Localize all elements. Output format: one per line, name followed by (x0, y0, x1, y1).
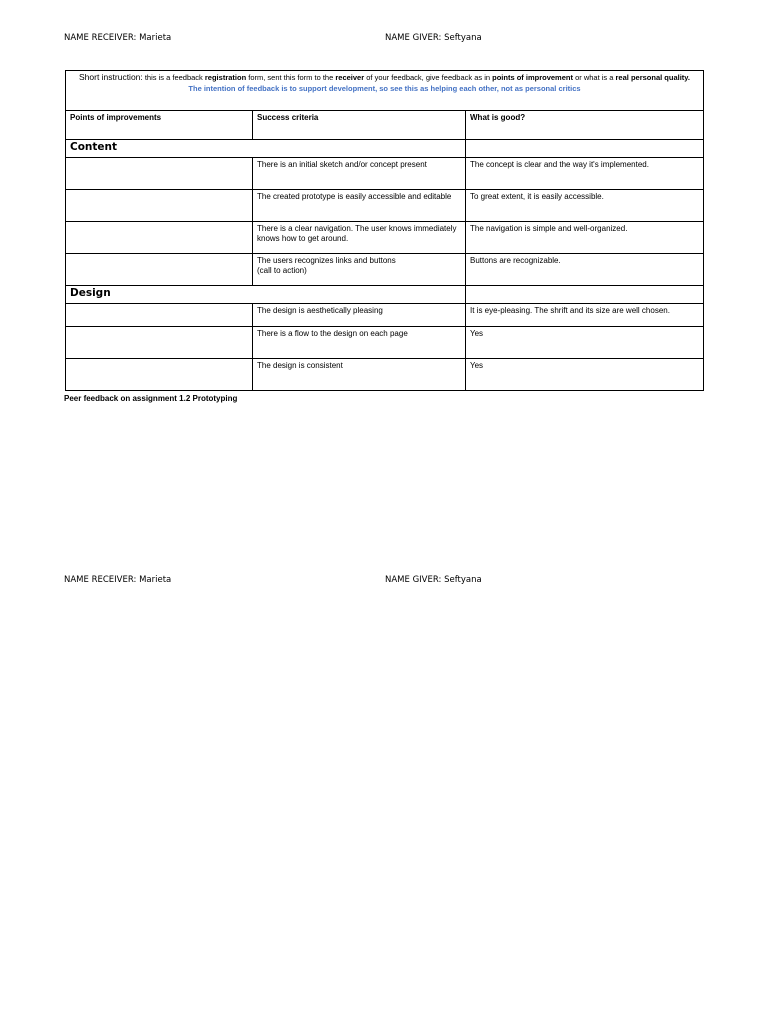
points-cell[interactable] (66, 190, 253, 222)
good-cell[interactable]: It is eye-pleasing. The shrift and its size are well chosen. (466, 304, 704, 327)
instruction-bold: real personal quality. (615, 73, 690, 82)
instruction-note: The intention of feedback is to support development, so see this as helping each other, not as personal critics (188, 84, 581, 93)
section-row-content (66, 140, 704, 158)
instruction-text (143, 73, 690, 82)
instruction-row (66, 71, 704, 111)
instruction-part: this is a feedback (142, 73, 205, 82)
column-header-points: Points of improvements (66, 111, 253, 140)
points-cell[interactable] (66, 254, 253, 286)
good-cell[interactable]: The navigation is simple and well-organized. (466, 222, 704, 254)
table-row (66, 359, 704, 391)
good-cell[interactable]: Yes (466, 327, 704, 359)
giver-name: NAME GIVER: Seftyana (385, 575, 482, 585)
table-row (66, 254, 704, 286)
section-title-design: Design (70, 287, 111, 299)
section-empty-cell (466, 140, 704, 158)
giver-name: NAME GIVER: Seftyana (385, 33, 482, 43)
criteria-cell: There is an initial sketch and/or concept present (253, 158, 466, 190)
section-row-design (66, 286, 704, 304)
instruction-lead: Short instruction: (78, 72, 143, 82)
section-title-cell (66, 286, 466, 304)
table-row (66, 190, 704, 222)
table-row (66, 158, 704, 190)
points-cell[interactable] (66, 359, 253, 391)
section-title-content: Content (70, 141, 118, 153)
criteria-line: The users recognizes links and buttons (257, 256, 396, 265)
criteria-cell: The created prototype is easily accessible and editable (253, 190, 466, 222)
table-row (66, 222, 704, 254)
points-cell[interactable] (66, 327, 253, 359)
column-header-criteria: Success criteria (253, 111, 466, 140)
section-title-cell (66, 140, 466, 158)
good-cell[interactable]: Buttons are recognizable. (466, 254, 704, 286)
points-cell[interactable] (66, 222, 253, 254)
criteria-cell: There is a flow to the design on each page (253, 327, 466, 359)
document-caption: Peer feedback on assignment 1.2 Prototyping (64, 394, 238, 403)
instruction-cell (66, 71, 704, 111)
points-cell[interactable] (66, 158, 253, 190)
column-header-good: What is good? (466, 111, 704, 140)
table-row (66, 327, 704, 359)
criteria-cell: The design is consistent (253, 359, 466, 391)
criteria-cell (253, 254, 466, 286)
instruction-part: of your feedback, give feedback as in (364, 73, 493, 82)
column-header-row (66, 111, 704, 140)
criteria-cell: The design is aesthetically pleasing (253, 304, 466, 327)
instruction-part: or what is a (572, 73, 616, 82)
good-cell[interactable]: Yes (466, 359, 704, 391)
instruction-bold: receiver (335, 73, 365, 82)
instruction-bold: points of improvement (492, 73, 573, 82)
section-empty-cell (466, 286, 704, 304)
good-cell[interactable]: To great extent, it is easily accessible. (466, 190, 704, 222)
instruction-bold: registration (204, 73, 247, 82)
points-cell[interactable] (66, 304, 253, 327)
good-cell[interactable]: The concept is clear and the way it's implemented. (466, 158, 704, 190)
instruction-part: form, sent this form to the (246, 73, 336, 82)
table-row (66, 304, 704, 327)
feedback-table (65, 70, 704, 391)
criteria-line: (call to action) (257, 266, 307, 275)
criteria-cell: There is a clear navigation. The user knows immediately knows how to get around. (253, 222, 466, 254)
page-header (64, 33, 704, 47)
page-header-repeat (64, 575, 704, 589)
receiver-name: NAME RECEIVER: Marieta (64, 33, 172, 43)
receiver-name: NAME RECEIVER: Marieta (64, 575, 172, 585)
